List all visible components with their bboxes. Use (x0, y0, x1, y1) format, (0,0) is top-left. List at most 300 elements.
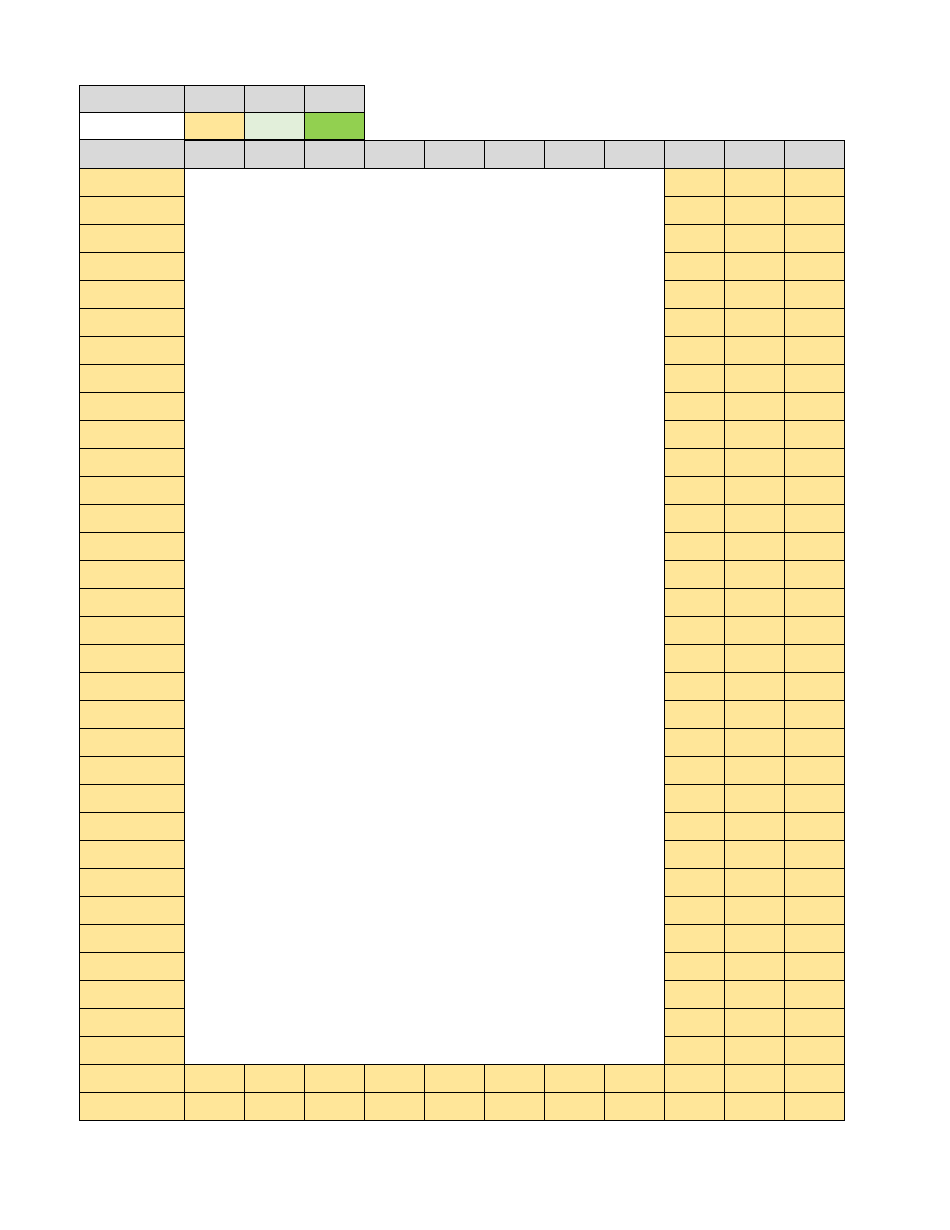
answer-cell (425, 225, 485, 253)
question-number (79, 253, 185, 281)
answer-cell (605, 281, 665, 309)
extra-code-cell (665, 393, 725, 421)
question-number (79, 729, 185, 757)
answer-cell (605, 617, 665, 645)
answer-cell (185, 561, 245, 589)
answer-cell (545, 813, 605, 841)
answer-cell (365, 729, 425, 757)
extra-code-cell (665, 449, 725, 477)
answer-cell (545, 925, 605, 953)
answer-cell (485, 645, 545, 673)
answer-cell (245, 393, 305, 421)
answer-cell (545, 869, 605, 897)
answer-cell (185, 813, 245, 841)
extra-code-cell (725, 281, 785, 309)
answer-cell (485, 393, 545, 421)
answer-cell (545, 673, 605, 701)
answer-cell (305, 253, 365, 281)
answer-cell (365, 869, 425, 897)
empty-answer-cell (605, 1093, 665, 1121)
answer-cell (485, 505, 545, 533)
question-number (79, 1009, 185, 1037)
extra-code-cell (785, 841, 845, 869)
extra-code-cell (665, 617, 725, 645)
part-header-1 (185, 85, 245, 113)
answer-cell (185, 505, 245, 533)
answer-cell (605, 729, 665, 757)
extra-code-cell (785, 1037, 845, 1065)
extra-code-cell (785, 169, 845, 197)
extra-code-cell (725, 757, 785, 785)
answer-cell (425, 561, 485, 589)
answer-cell (485, 281, 545, 309)
answer-cell (605, 365, 665, 393)
answer-cell (305, 981, 365, 1009)
answer-cell (185, 701, 245, 729)
answer-cell (485, 729, 545, 757)
empty-answer-cell (425, 1065, 485, 1093)
extra-code-cell (665, 953, 725, 981)
answer-cell (245, 197, 305, 225)
answer-cell (365, 841, 425, 869)
extra-code-cell (665, 869, 725, 897)
question-number (79, 869, 185, 897)
extra-code-cell (785, 533, 845, 561)
answer-cell (245, 225, 305, 253)
answer-cell (245, 505, 305, 533)
answer-cell (485, 701, 545, 729)
answer-cell (185, 393, 245, 421)
answer-cell (425, 197, 485, 225)
answer-cell (185, 981, 245, 1009)
answer-cell (245, 813, 305, 841)
empty-answer-cell (425, 1093, 485, 1121)
answer-cell (185, 365, 245, 393)
answer-cell (425, 785, 485, 813)
answer-cell (185, 1037, 245, 1065)
answer-cell (305, 365, 365, 393)
extra-code-cell (785, 869, 845, 897)
answer-cell (365, 1009, 425, 1037)
answer-cell (485, 617, 545, 645)
extra-code-cell (725, 981, 785, 1009)
answer-cell (365, 645, 425, 673)
answer-cell (425, 309, 485, 337)
extra-code-cell (725, 225, 785, 253)
answer-cell (425, 477, 485, 505)
answer-cell (545, 309, 605, 337)
answer-cell (485, 785, 545, 813)
extra-code-cell (665, 1093, 725, 1121)
answer-cell (365, 813, 425, 841)
extra-code-cell (725, 645, 785, 673)
answer-cell (305, 337, 365, 365)
answer-cell (545, 505, 605, 533)
answer-cell (185, 253, 245, 281)
question-number (79, 309, 185, 337)
answer-cell (305, 673, 365, 701)
answer-cell (545, 477, 605, 505)
answer-cell (185, 449, 245, 477)
answer-cell (545, 785, 605, 813)
extra-code-cell (725, 617, 785, 645)
extra-code-cell (785, 785, 845, 813)
answer-cell (485, 337, 545, 365)
answer-cell (605, 757, 665, 785)
extra-code-cell (785, 1065, 845, 1093)
extra-code-cell (665, 505, 725, 533)
answer-cell (425, 813, 485, 841)
answer-cell (365, 337, 425, 365)
answer-cell (245, 729, 305, 757)
extra-code-cell (785, 757, 845, 785)
answer-cell (485, 169, 545, 197)
empty-answer-cell (605, 1065, 665, 1093)
answer-cell (485, 673, 545, 701)
extra-code-cell (725, 449, 785, 477)
question-number (79, 1065, 185, 1093)
answer-cell (305, 421, 365, 449)
answer-cell (605, 169, 665, 197)
answer-cell (365, 561, 425, 589)
extra-code-cell (665, 421, 725, 449)
answer-cell (245, 589, 305, 617)
answer-cell (605, 925, 665, 953)
answer-cell (185, 897, 245, 925)
exam-code-header (725, 140, 785, 169)
answer-cell (605, 337, 665, 365)
extra-code-cell (665, 225, 725, 253)
extra-code-cell (725, 505, 785, 533)
answer-cell (545, 533, 605, 561)
extra-code-cell (665, 1037, 725, 1065)
extra-code-cell (785, 253, 845, 281)
answer-cell (425, 673, 485, 701)
answer-cell (245, 841, 305, 869)
extra-code-cell (725, 589, 785, 617)
question-number (79, 701, 185, 729)
answer-cell (545, 981, 605, 1009)
extra-code-cell (665, 729, 725, 757)
answer-cell (425, 701, 485, 729)
answer-cell (545, 1037, 605, 1065)
answer-cell (545, 561, 605, 589)
extra-code-cell (785, 645, 845, 673)
answer-cell (545, 841, 605, 869)
answer-cell (305, 729, 365, 757)
answer-cell (425, 841, 485, 869)
answer-cell (365, 169, 425, 197)
answer-cell (485, 477, 545, 505)
extra-code-cell (785, 701, 845, 729)
question-number (79, 449, 185, 477)
question-number (79, 337, 185, 365)
answer-cell (305, 505, 365, 533)
extra-code-cell (665, 813, 725, 841)
empty-answer-cell (365, 1065, 425, 1093)
exam-code-header (785, 140, 845, 169)
answer-cell (245, 449, 305, 477)
extra-code-cell (785, 421, 845, 449)
empty-answer-cell (185, 1065, 245, 1093)
answer-cell (365, 953, 425, 981)
answer-cell (425, 365, 485, 393)
exam-code-header (605, 140, 665, 169)
answer-cell (245, 981, 305, 1009)
answer-cell (425, 337, 485, 365)
answer-cell (545, 365, 605, 393)
extra-code-cell (725, 1037, 785, 1065)
empty-answer-cell (245, 1093, 305, 1121)
extra-code-cell (785, 589, 845, 617)
extra-code-cell (725, 561, 785, 589)
answer-cell (305, 1037, 365, 1065)
answer-cell (245, 477, 305, 505)
answer-cell (365, 365, 425, 393)
extra-code-cell (725, 337, 785, 365)
extra-code-cell (725, 701, 785, 729)
question-number (79, 897, 185, 925)
answer-cell (245, 421, 305, 449)
exam-code-header (365, 140, 425, 169)
answer-cell (185, 421, 245, 449)
answer-cell (425, 645, 485, 673)
answer-cell (605, 449, 665, 477)
answer-cell (185, 617, 245, 645)
empty-answer-cell (365, 1093, 425, 1121)
answer-cell (185, 309, 245, 337)
answer-cell (185, 1009, 245, 1037)
extra-code-cell (665, 477, 725, 505)
answer-cell (365, 225, 425, 253)
extra-code-cell (785, 477, 845, 505)
answer-cell (365, 701, 425, 729)
answer-cell (245, 169, 305, 197)
answer-cell (305, 225, 365, 253)
extra-code-cell (665, 561, 725, 589)
answer-cell (305, 533, 365, 561)
question-number (79, 1093, 185, 1121)
extra-code-cell (785, 449, 845, 477)
answer-cell (305, 841, 365, 869)
extra-code-cell (725, 1009, 785, 1037)
answer-cell (245, 533, 305, 561)
answer-cell (605, 785, 665, 813)
answer-cell (305, 617, 365, 645)
answer-cell (425, 617, 485, 645)
extra-code-cell (665, 365, 725, 393)
answer-cell (605, 701, 665, 729)
extra-code-cell (665, 757, 725, 785)
answer-cell (365, 393, 425, 421)
answer-cell (425, 1037, 485, 1065)
extra-code-cell (665, 645, 725, 673)
extra-code-cell (665, 1065, 725, 1093)
question-number (79, 197, 185, 225)
question-number (79, 421, 185, 449)
answer-cell (365, 505, 425, 533)
answer-cell (605, 645, 665, 673)
extra-code-cell (785, 225, 845, 253)
exam-code-header (425, 140, 485, 169)
extra-code-cell (725, 953, 785, 981)
answer-cell (545, 197, 605, 225)
extra-code-cell (665, 925, 725, 953)
extra-code-cell (725, 309, 785, 337)
extra-code-cell (785, 505, 845, 533)
extra-code-cell (785, 953, 845, 981)
answer-cell (545, 225, 605, 253)
answer-cell (425, 421, 485, 449)
answer-cell (485, 925, 545, 953)
extra-code-cell (725, 785, 785, 813)
question-number (79, 925, 185, 953)
answer-cell (425, 449, 485, 477)
answer-cell (605, 253, 665, 281)
extra-code-cell (665, 981, 725, 1009)
answer-cell (365, 897, 425, 925)
exam-code-header (665, 140, 725, 169)
extra-code-cell (725, 421, 785, 449)
extra-code-cell (665, 673, 725, 701)
extra-code-cell (665, 589, 725, 617)
answer-cell (605, 897, 665, 925)
empty-answer-cell (245, 1065, 305, 1093)
answer-cell (365, 617, 425, 645)
answer-cell (605, 225, 665, 253)
extra-code-cell (665, 337, 725, 365)
answer-cell (425, 869, 485, 897)
answer-cell (425, 253, 485, 281)
answer-cell (365, 449, 425, 477)
answer-cell (245, 617, 305, 645)
answer-cell (605, 309, 665, 337)
answer-cell (245, 701, 305, 729)
answer-cell (545, 169, 605, 197)
answer-cell (545, 953, 605, 981)
answer-cell (185, 869, 245, 897)
question-number (79, 785, 185, 813)
question-number (79, 645, 185, 673)
extra-code-cell (785, 197, 845, 225)
answer-cell (485, 197, 545, 225)
answer-cell (485, 449, 545, 477)
answer-cell (305, 197, 365, 225)
answer-cell (245, 673, 305, 701)
answer-cell (305, 169, 365, 197)
answer-cell (245, 253, 305, 281)
answer-cell (365, 925, 425, 953)
part-header-2 (245, 85, 305, 113)
question-number (79, 841, 185, 869)
exam-code-header (485, 140, 545, 169)
extra-code-cell (665, 253, 725, 281)
extra-code-cell (785, 393, 845, 421)
answer-cell (605, 589, 665, 617)
answer-cell (425, 393, 485, 421)
extra-code-cell (665, 897, 725, 925)
question-number (79, 757, 185, 785)
answer-cell (365, 253, 425, 281)
answer-cell (485, 1009, 545, 1037)
answer-cell (605, 197, 665, 225)
question-number (79, 953, 185, 981)
extra-code-cell (785, 981, 845, 1009)
empty-answer-cell (485, 1093, 545, 1121)
answer-cell (365, 421, 425, 449)
extra-code-cell (785, 365, 845, 393)
answer-cell (425, 981, 485, 1009)
answer-cell (185, 645, 245, 673)
answer-cell (605, 673, 665, 701)
empty-answer-cell (305, 1065, 365, 1093)
answer-cell (365, 673, 425, 701)
answer-cell (425, 729, 485, 757)
answer-cell (425, 953, 485, 981)
extra-code-cell (785, 1009, 845, 1037)
answer-cell (245, 897, 305, 925)
answer-cell (305, 925, 365, 953)
empty-answer-cell (545, 1065, 605, 1093)
extra-code-cell (785, 925, 845, 953)
extra-code-cell (785, 281, 845, 309)
answer-cell (365, 197, 425, 225)
answer-cell (605, 421, 665, 449)
answer-cell (305, 897, 365, 925)
extra-code-cell (725, 533, 785, 561)
answer-cell (605, 533, 665, 561)
answer-cell (485, 897, 545, 925)
answer-cell (185, 757, 245, 785)
answer-cell (605, 841, 665, 869)
answer-cell (185, 477, 245, 505)
extra-code-cell (785, 1093, 845, 1121)
answer-cell (485, 421, 545, 449)
answer-cell (605, 505, 665, 533)
answer-cell (545, 1009, 605, 1037)
answer-cell (365, 981, 425, 1009)
answer-cell (545, 729, 605, 757)
extra-code-cell (725, 365, 785, 393)
question-number (79, 365, 185, 393)
extra-code-cell (665, 281, 725, 309)
extra-code-cell (725, 197, 785, 225)
answer-cell (545, 281, 605, 309)
answer-cell (365, 757, 425, 785)
answer-cell (305, 953, 365, 981)
extra-code-cell (785, 729, 845, 757)
answer-cell (545, 393, 605, 421)
answer-cell (545, 589, 605, 617)
extra-code-cell (785, 813, 845, 841)
answer-cell (425, 589, 485, 617)
extra-code-cell (785, 897, 845, 925)
answer-cell (605, 561, 665, 589)
answer-cell (425, 757, 485, 785)
answer-cell (185, 925, 245, 953)
so-cau-label (79, 113, 185, 140)
answer-cell (245, 757, 305, 785)
answer-cell (545, 645, 605, 673)
answer-cell (365, 309, 425, 337)
answer-cell (605, 981, 665, 1009)
question-number (79, 225, 185, 253)
answer-cell (245, 925, 305, 953)
question-number (79, 281, 185, 309)
extra-code-cell (785, 673, 845, 701)
extra-code-cell (785, 561, 845, 589)
extra-code-cell (725, 729, 785, 757)
